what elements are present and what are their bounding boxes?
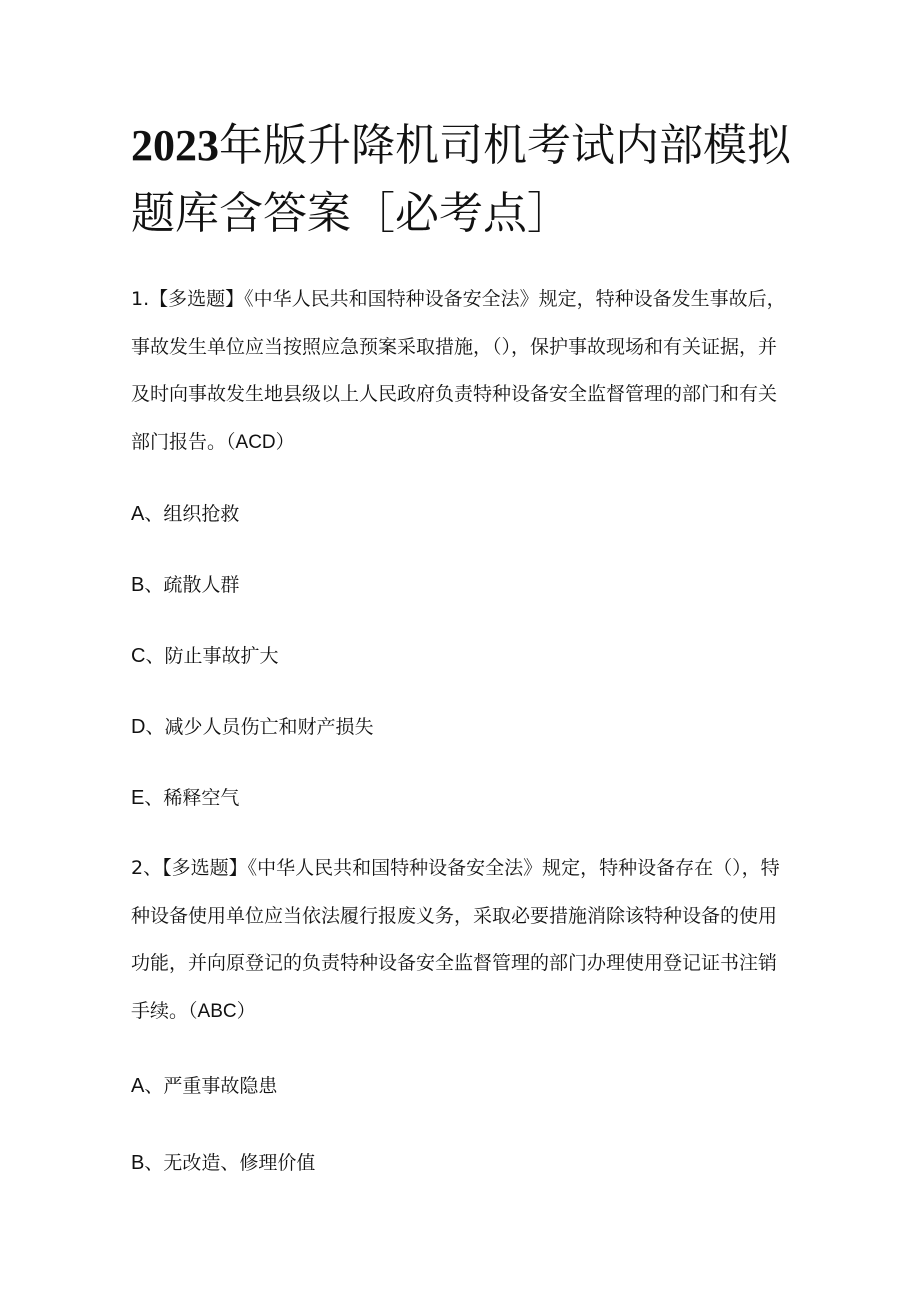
option-letter: D (131, 716, 146, 738)
question-1-answer: （ACD） (226, 431, 295, 453)
option-separator: 、 (145, 645, 165, 667)
question-1-text (131, 276, 793, 466)
document-title (131, 112, 791, 248)
option-letter: A (131, 1075, 145, 1097)
question-2-option-b (131, 1151, 315, 1175)
option-separator: 、 (144, 1075, 164, 1097)
option-text: 组织抢救 (163, 503, 240, 525)
option-text: 减少人员伤亡和财产损失 (164, 716, 374, 738)
question-1-option-a (131, 502, 239, 526)
question-2-answer: （ABC） (188, 1000, 256, 1022)
option-text: 防止事故扩大 (164, 645, 279, 667)
option-letter: B (131, 1152, 145, 1174)
option-letter: A (131, 503, 145, 525)
question-1-option-c (131, 644, 278, 668)
title-year: 2023 (131, 121, 219, 170)
question-2-option-a (131, 1074, 277, 1098)
option-letter: C (131, 645, 146, 667)
option-text: 无改造、修理价值 (163, 1152, 316, 1174)
question-1-option-d (131, 715, 373, 739)
option-letter: E (131, 787, 145, 809)
title-text: 年版升降机司机考试内部模拟题库含答案［必考点］ (131, 120, 791, 239)
option-separator: 、 (144, 1152, 164, 1174)
option-separator: 、 (144, 574, 164, 596)
option-text: 疏散人群 (163, 574, 240, 596)
option-text: 严重事故隐患 (163, 1075, 278, 1097)
option-separator: 、 (144, 787, 164, 809)
question-1-option-b (131, 573, 239, 597)
question-2-text (131, 845, 793, 1035)
question-2-body: 2、【多选题】《中华人民共和国特种设备安全法》规定，特种设备存在（），特种设备使用单位应当依法履行报废义务，采取必要措施消除该特种设备的使用功能，并向原登记的负责特种设备安全监督管理的部门办理使用登记证书注销手续。 (131, 857, 780, 1022)
option-letter: B (131, 574, 145, 596)
option-separator: 、 (145, 716, 165, 738)
option-separator: 、 (144, 503, 164, 525)
question-1-option-e (131, 786, 239, 810)
option-text: 稀释空气 (163, 787, 240, 809)
question-1-body: 1.【多选题】《中华人民共和国特种设备安全法》规定，特种设备发生事故后，事故发生单位应当按照应急预案采取措施，（），保护事故现场和有关证据，并及时向事故发生地县级以上人民政府负责特种设备安全监督管理的部门和有关部门报告。 (131, 288, 786, 453)
